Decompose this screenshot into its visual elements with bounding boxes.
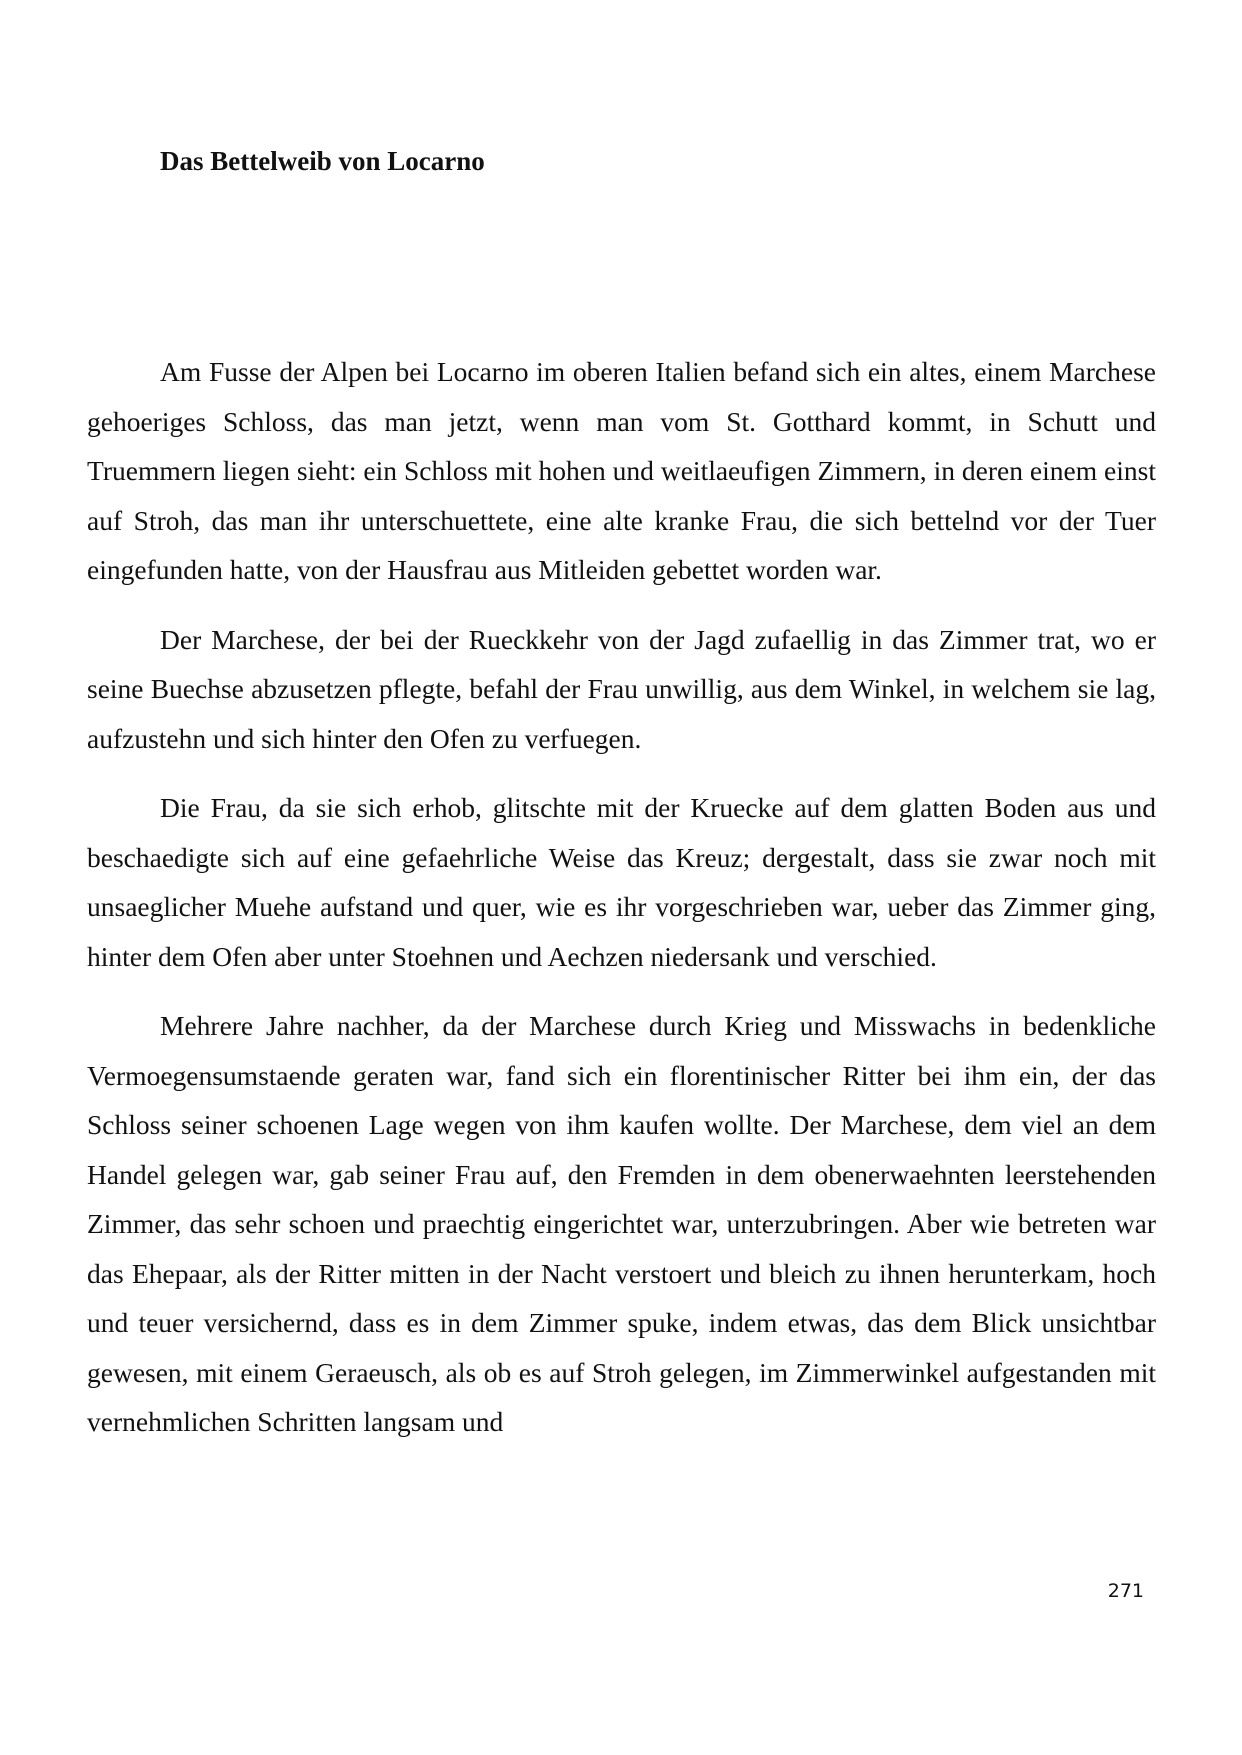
paragraph-4: Mehrere Jahre nachher, da der Marchese durch Krieg und Misswachs in bedenkliche Vermoegensumstaende geraten war, fand sich ein florentinischer Ritter bei ihm ein, der das Schloss seiner schoenen Lage wegen von ihm kaufen wollte. Der Marchese, dem viel an dem Handel gelegen war, gab seiner Frau auf, den Fremden in dem obenerwaehnten leerstehenden Zimmer, das sehr schoen und praechtig eingerichtet war, unterzubringen. Aber wie betreten war das Ehepaar, als der Ritter mitten in der Nacht verstoert und bleich zu ihnen herunterkam, hoch und teuer versichernd, dass es in dem Zimmer spuke, indem etwas, das dem Blick unsichtbar gewesen, mit einem Geraeusch, als ob es auf Stroh gelegen, im Zimmerwinkel aufgestanden mit vernehmlichen Schritten langsam und	[87, 1010, 1156, 1437]
body-text	[87, 347, 1156, 1447]
paragraph-3: Die Frau, da sie sich erhob, glitschte mit der Kruecke auf dem glatten Boden aus und beschaedigte sich auf eine gefaehrliche Weise das Kreuz; dergestalt, dass sie zwar noch mit unsaeglicher Muehe aufstand und quer, wie es ihr vorgeschrieben war, ueber das Zimmer ging, hinter dem Ofen aber unter Stoehnen und Aechzen niedersank und verschied.	[87, 792, 1156, 972]
paragraph-1: Am Fusse der Alpen bei Locarno im oberen Italien befand sich ein altes, einem Marchese gehoeriges Schloss, das man jetzt, wenn man vom St. Gotthard kommt, in Schutt und Truemmern liegen sieht: ein Schloss mit hohen und weitlaeufigen Zimmern, in deren einem einst auf Stroh, das man ihr unterschuettete, eine alte kranke Frau, die sich bettelnd vor der Tuer eingefunden hatte, von der Hausfrau aus Mitleiden gebettet worden war.	[87, 356, 1156, 585]
paragraph-2: Der Marchese, der bei der Rueckkehr von der Jagd zufaellig in das Zimmer trat, wo er seine Buechse abzusetzen pflegte, befahl der Frau unwillig, aus dem Winkel, in welchem sie lag, aufzustehn und sich hinter den Ofen zu verfuegen.	[87, 623, 1156, 754]
page-title: Das Bettelweib von Locarno	[160, 146, 485, 176]
page-number: 271	[1107, 1580, 1144, 1602]
